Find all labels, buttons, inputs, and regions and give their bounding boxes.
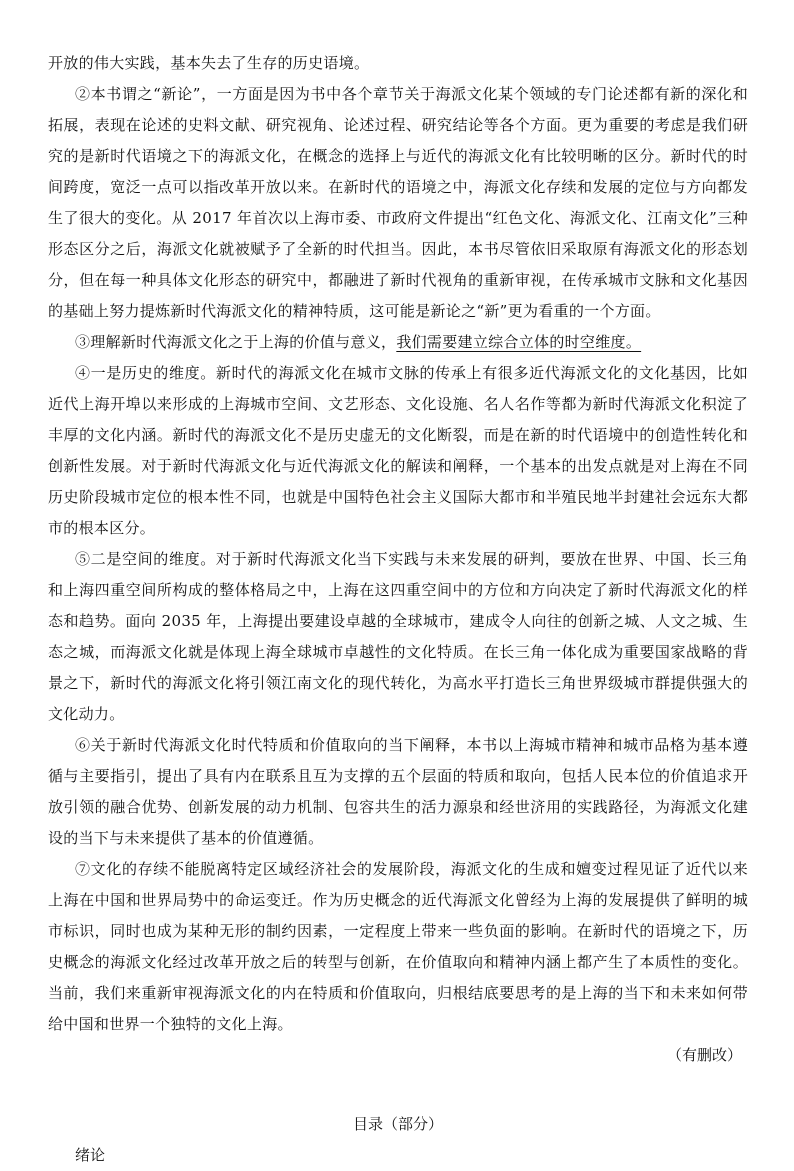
paragraph-3-text: ③理解新时代海派文化之于上海的价值与意义， <box>75 333 397 351</box>
paragraph-7: ⑦文化的存续不能脱离特定区域经济社会的发展阶段，海派文化的生成和嬗变过程见证了近代以来上海在中国和世界局势中的命运变迁。作为历史概念的近代海派文化曾经为上海的发展提供了鲜明的城市标识，同时也成为某种无形的制约因素，一定程度上带来一些负面的影响。在新时代的语境之下，历史概念的海派文化经过改革开放之后的转型与创新，在价值取向和精神内涵上都产生了本质性的变化。当前，我们来重新审视海派文化的内在特质和价值取向，归根结底要思考的是上海的当下和未来如何带给中国和世界一个独特的文化上海。 <box>48 860 748 1033</box>
paragraph-6: ⑥关于新时代海派文化时代特质和价值取向的当下阐释，本书以上海城市精神和城市品格为基本遵循与主要指引，提出了具有内在联系且互为支撑的五个层面的特质和取向，包括人民本位的价值追求开放引领的融合优势、创新发展的动力机制、包容共生的活力源泉和经世济用的实践路径，为海派文化建设的当下与未来提供了基本的价值遵循。 <box>48 736 748 847</box>
paragraph-3 <box>48 327 748 358</box>
article-page <box>48 48 748 1171</box>
paragraph-2: ②本书谓之“新论”，一方面是因为书中各个章节关于海派文化某个领域的专门论述都有新的深化和拓展，表现在论述的史料文献、研究视角、论述过程、研究结论等各个方面。更为重要的考虑是我们研究的是新时代语境之下的海派文化，在概念的选择上与近代的海派文化有比较明晰的区分。新时代的时间跨度，宽泛一点可以指改革开放以来。在新时代的语境之中，海派文化存续和发展的定位与方向都发生了很大的变化。从 2017 年首次以上海市委、市政府文件提出“红色文化、海派文化、江南文化”三种形态区分之后，海派文化就被赋予了全新的时代担当。因此，本书尽管依旧采取原有海派文化的形态划分，但在每一种具体文化形态的研究中，都融进了新时代视角的重新审视，在传承城市文脉和文化基因的基础上努力提炼新时代海派文化的精神特质，这可能是新论之“新”更为看重的一个方面。 <box>48 85 748 320</box>
source-note: （有删改） <box>666 1046 742 1064</box>
toc-item-intro: 绪论 <box>75 1146 106 1164</box>
paragraph-4: ④一是历史的维度。新时代的海派文化在城市文脉的传承上有很多近代海派文化的文化基因，比如近代上海开埠以来形成的上海城市空间、文艺形态、文化设施、名人名作等都为新时代海派文化积淀了丰厚的文化内涵。新时代的海派文化不是历史虚无的文化断裂，而是在新的时代语境中的创造性转化和创新性发展。对于新时代海派文化与近代海派文化的解读和阐释，一个基本的出发点就是对上海在不同历史阶段城市定位的根本性不同，也就是中国特色社会主义国际大都市和半殖民地半封建社会远东大都市的根本区分。 <box>48 364 748 537</box>
underlined-sentence: 我们需要建立综合立体的时空维度。 <box>396 333 642 351</box>
paragraph-lead: 开放的伟大实践，基本失去了生存的历史语境。 <box>48 54 370 72</box>
paragraph-5: ⑤二是空间的维度。对于新时代海派文化当下实践与未来发展的研判，要放在世界、中国、长三角和上海四重空间所构成的整体格局之中，上海在这四重空间中的方位和方向决定了新时代海派文化的样态和趋势。面向 2035 年，上海提出要建设卓越的全球城市，建成令人向往的创新之城、人文之城、生态之城，而海派文化就是体现上海全球城市卓越性的文化特质。在长三角一体化成为重要国家战略的背景之下，新时代的海派文化将引领江南文化的现代转化，为高水平打造长三角世界级城市群提供强大的文化动力。 <box>48 550 748 723</box>
toc-title: 目录（部分） <box>352 1115 443 1133</box>
